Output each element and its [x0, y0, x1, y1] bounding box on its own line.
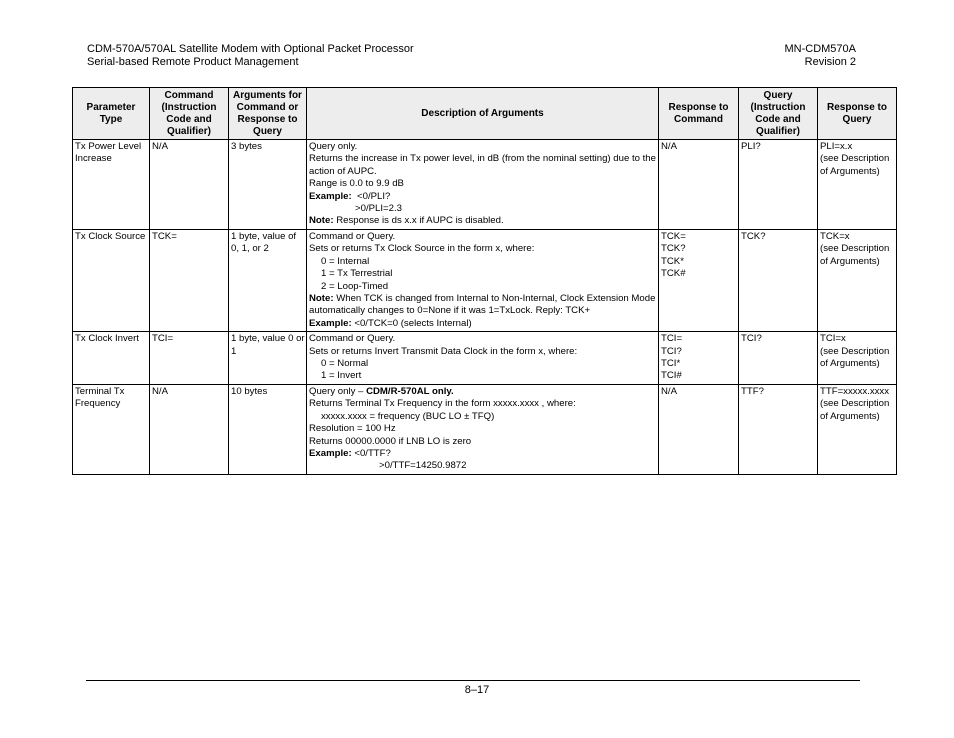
- response-item: TCI=x: [820, 333, 846, 345]
- command-table: [72, 87, 897, 475]
- cell-command: N/A: [150, 384, 229, 474]
- desc-line: [309, 386, 657, 398]
- response-item: TCI#: [661, 370, 682, 382]
- cell-description: [307, 384, 659, 474]
- desc-line: Range is 0.0 to 9.9 dB: [309, 178, 404, 190]
- desc-option: 0 = Normal: [321, 358, 369, 370]
- response-item: TCK*: [661, 255, 684, 267]
- cell-query: TTF?: [739, 384, 818, 474]
- cell-parameter: Tx Clock Source: [73, 230, 150, 332]
- section-title: Serial-based Remote Product Management: [87, 56, 299, 68]
- desc-line: Returns the increase in Tx power level, in dB (from the nominal setting) due to the action of AUPC.: [309, 153, 656, 177]
- note-label: Note:: [309, 215, 334, 227]
- example-query: <0/PLI?: [357, 190, 391, 202]
- desc-note: [309, 293, 657, 318]
- cell-query: TCI?: [739, 332, 818, 385]
- desc-line: Returns 00000.0000 if LNB LO is zero: [309, 435, 472, 447]
- desc-option: 1 = Invert: [321, 370, 362, 382]
- cell-parameter: Tx Power Level Increase: [73, 140, 150, 230]
- desc-line: Command or Query.: [309, 333, 396, 345]
- desc-option: xxxxx.xxxx = frequency (BUC LO ± TFQ): [321, 410, 495, 422]
- desc-line: Command or Query.: [309, 231, 396, 242]
- document-title: CDM-570A/570AL Satellite Modem with Optional Packet Processor: [87, 43, 414, 55]
- desc-line: Resolution = 100 Hz: [309, 423, 396, 435]
- response-item: TCK=x: [820, 231, 850, 242]
- cell-arguments: 1 byte, value 0 or 1: [229, 332, 307, 385]
- cell-response-to-query: [818, 332, 897, 385]
- cell-command: TCK=: [150, 230, 229, 332]
- response-note: (see Description of Arguments): [820, 398, 890, 422]
- running-header-right: [784, 43, 856, 69]
- cell-arguments: 3 bytes: [229, 140, 307, 230]
- table-row: [73, 384, 897, 474]
- cell-description: [307, 140, 659, 230]
- cell-arguments: 1 byte, value of 0, 1, or 2: [229, 230, 307, 332]
- col-header-description: Description of Arguments: [307, 88, 659, 140]
- response-item: TCI*: [661, 358, 681, 370]
- desc-example: [309, 448, 657, 460]
- footer-rule: [86, 680, 860, 681]
- running-header-left: [87, 43, 414, 69]
- cell-description: [307, 332, 659, 385]
- desc-example: [309, 318, 657, 330]
- example-label: Example:: [309, 317, 352, 329]
- response-item: TTF=xxxxx.xxxx: [820, 385, 890, 397]
- example-label: Example:: [309, 447, 352, 459]
- desc-option: 1 = Tx Terrestrial: [321, 268, 393, 280]
- cell-response-to-command: [659, 140, 739, 230]
- col-header-arguments: Arguments for Command or Response to Query: [229, 88, 307, 140]
- response-item: TCK?: [661, 243, 686, 255]
- col-header-response-to-query: Response to Query: [818, 88, 897, 140]
- response-item: TCK#: [661, 268, 686, 280]
- example-query: <0/TTF?: [354, 447, 391, 459]
- cell-command: TCI=: [150, 332, 229, 385]
- revision: Revision 2: [804, 56, 856, 68]
- col-header-command: Command (Instruction Code and Qualifier): [150, 88, 229, 140]
- cell-parameter: Tx Clock Invert: [73, 332, 150, 385]
- cell-command: N/A: [150, 140, 229, 230]
- document-number: MN-CDM570A: [784, 43, 856, 55]
- cell-response-to-query: [818, 230, 897, 332]
- desc-line: Sets or returns Invert Transmit Data Clock in the form x, where:: [309, 345, 578, 357]
- response-item: TCI?: [661, 345, 682, 357]
- col-header-query: Query (Instruction Code and Qualifier): [739, 88, 818, 140]
- cell-parameter: Terminal Tx Frequency: [73, 384, 150, 474]
- desc-emphasis: CDM/R-570AL only.: [366, 385, 454, 397]
- cell-response-to-query: [818, 384, 897, 474]
- col-header-parameter-type: Parameter Type: [73, 88, 150, 140]
- desc-line: Returns Terminal Tx Frequency in the form xxxxx.xxxx , where:: [309, 398, 576, 410]
- table-row: [73, 140, 897, 230]
- desc-line: Sets or returns Tx Clock Source in the form x, where:: [309, 243, 535, 255]
- desc-option: 0 = Internal: [321, 255, 370, 267]
- cell-response-to-command: [659, 230, 739, 332]
- response-item: PLI=x.x: [820, 141, 853, 152]
- response-item: N/A: [661, 385, 677, 397]
- table-row: [73, 230, 897, 332]
- cell-query: PLI?: [739, 140, 818, 230]
- desc-text: Query only –: [309, 385, 367, 397]
- response-item: TCI=: [661, 333, 683, 345]
- response-item: TCK=: [661, 231, 686, 242]
- response-note: (see Description of Arguments): [820, 153, 890, 177]
- desc-line: Query only.: [309, 141, 358, 152]
- desc-note: [309, 215, 657, 227]
- desc-option: 2 = Loop-Timed: [321, 280, 389, 292]
- response-note: (see Description of Arguments): [820, 345, 890, 370]
- table-row: [73, 332, 897, 385]
- note-text: Response is ds x.x if AUPC is disabled.: [336, 215, 504, 227]
- desc-example: [309, 191, 657, 203]
- example-response: >0/PLI=2.3: [355, 203, 402, 215]
- cell-response-to-query: [818, 140, 897, 230]
- note-label: Note:: [309, 293, 334, 305]
- cell-response-to-command: [659, 384, 739, 474]
- response-note: (see Description of Arguments): [820, 243, 890, 267]
- example-response: >0/TTF=14250.9872: [379, 460, 467, 472]
- page-number: 8–17: [464, 684, 490, 696]
- response-item: N/A: [661, 141, 677, 152]
- cell-arguments: 10 bytes: [229, 384, 307, 474]
- note-text: When TCK is changed from Internal to Non-Internal, Clock Extension Mode automatically changes to 0=None if it was 1=TxLock. Reply: TCK+: [309, 293, 656, 317]
- example-label: Example:: [309, 190, 352, 202]
- table-header-row: [73, 88, 897, 140]
- col-header-response-to-command: Response to Command: [659, 88, 739, 140]
- cell-response-to-command: [659, 332, 739, 385]
- cell-description: [307, 230, 659, 332]
- cell-query: TCK?: [739, 230, 818, 332]
- example-query: <0/TCK=0 (selects Internal): [354, 317, 472, 329]
